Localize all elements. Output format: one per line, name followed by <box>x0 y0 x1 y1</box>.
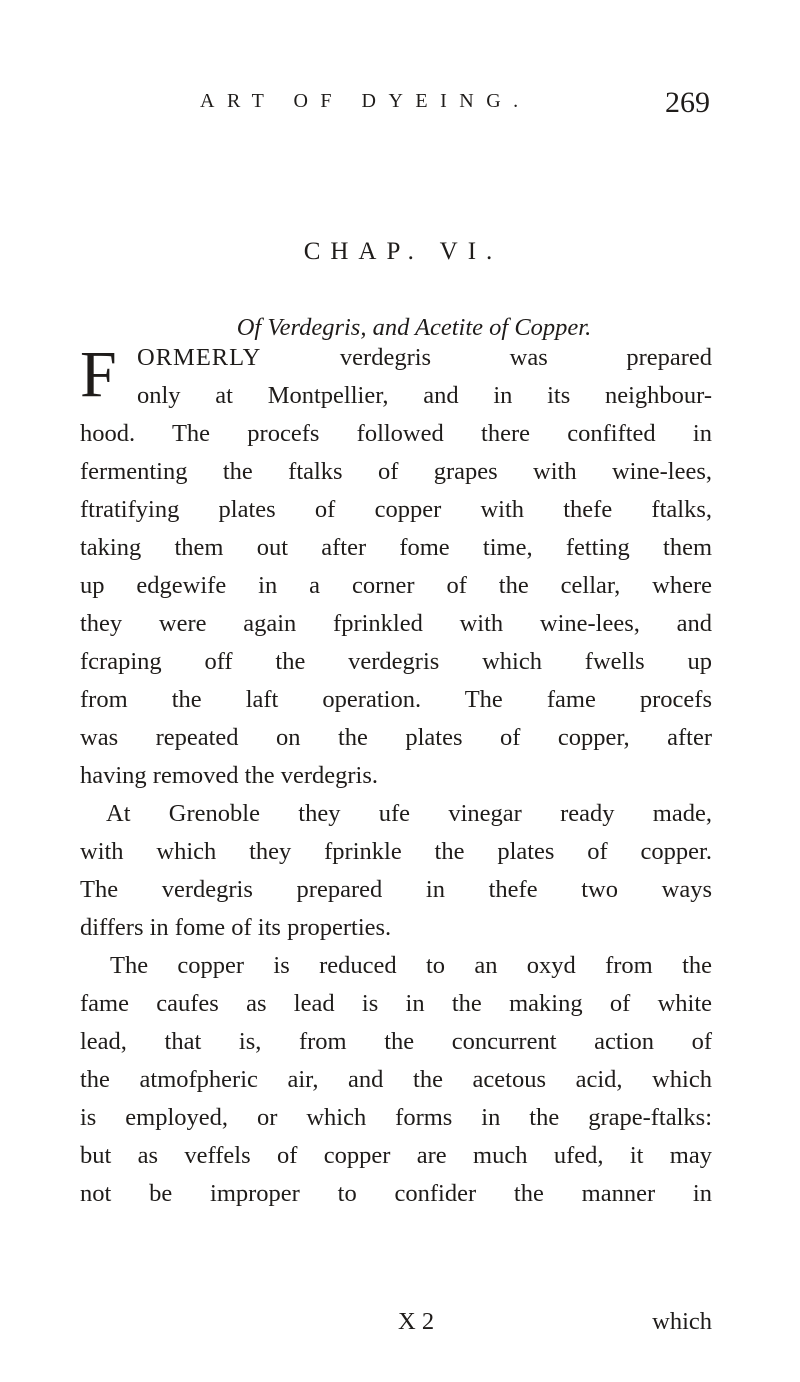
paragraph-line: not be improper to confider the manner in <box>80 1180 712 1207</box>
chapter-title: Of Verdegris, and Acetite of Copper. <box>236 314 592 341</box>
page-number: 269 <box>665 86 710 119</box>
paragraph-line: differs in fome of its properties. <box>80 914 392 941</box>
paragraph-line: the atmofpheric air, and the acetous acid, which <box>80 1066 712 1093</box>
paragraph-line: lead, that is, from the concurrent action of <box>80 1028 712 1055</box>
paragraph-line: At Grenoble they ufe vinegar ready made, <box>106 800 712 827</box>
paragraph-line: taking them out after fome time, fetting them <box>80 534 712 561</box>
paragraph-line: fermenting the ftalks of grapes with wine-lees, <box>80 458 712 485</box>
line-text: verdegris was prepared <box>339 344 713 371</box>
chapter-heading: CHAP. VI. <box>303 238 503 265</box>
running-title: ART OF DYEING. <box>200 90 531 112</box>
paragraph-line: is employed, or which forms in the grape-ftalks: <box>80 1104 712 1131</box>
paragraph-line: The copper is reduced to an oxyd from the <box>110 952 712 979</box>
page-footer <box>80 1308 712 1346</box>
paragraph-line: having removed the verdegris. <box>80 762 378 789</box>
paragraph-line: they were again fprinkled with wine-lees, and <box>80 610 712 637</box>
paragraph-line: from the laft operation. The fame procefs <box>80 686 712 713</box>
catchword: which <box>652 1308 712 1335</box>
paragraph-line: ftratifying plates of copper with thefe ftalks, <box>80 496 712 523</box>
signature-mark: X 2 <box>398 1308 435 1335</box>
paragraph-line: but as veffels of copper are much ufed, it may <box>80 1142 712 1169</box>
paragraph-line: with which they fprinkle the plates of copper. <box>80 838 712 865</box>
paragraph-line: The verdegris prepared in thefe two ways <box>80 876 712 903</box>
body-text <box>80 339 712 1213</box>
drop-cap: F <box>80 338 117 411</box>
paragraph-line: fame caufes as lead is in the making of white <box>80 990 712 1017</box>
paragraph-line: up edgewife in a corner of the cellar, where <box>80 572 712 599</box>
paragraph-line: hood. The procefs followed there confifted in <box>80 420 712 447</box>
paragraph-line: fcraping off the verdegris which fwells up <box>80 648 712 675</box>
paragraph-line: was repeated on the plates of copper, after <box>80 724 712 751</box>
running-head <box>200 86 710 126</box>
opening-word: ORMERLY <box>137 344 262 371</box>
paragraph-line: only at Montpellier, and in its neighbour- <box>137 382 712 409</box>
